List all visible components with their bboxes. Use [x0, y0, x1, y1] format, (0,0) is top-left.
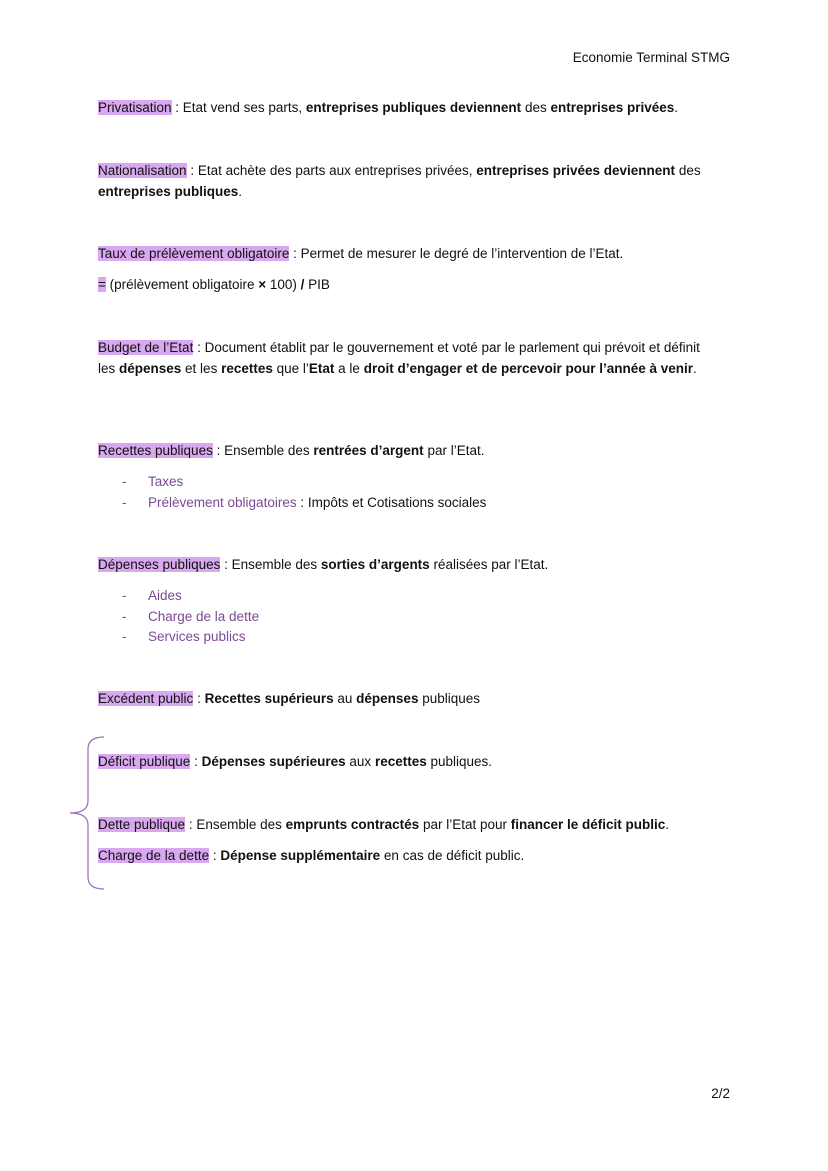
term-highlight: Excédent public [98, 691, 194, 706]
list-item: - Taxes [122, 474, 184, 489]
term-highlight: Budget de l’Etat [98, 340, 194, 355]
definition-privatisation: Privatisation : Etat vend ses parts, entreprises publiques deviennent des entreprises privées. [98, 100, 679, 115]
definition-deficit: Déficit publique : Dépenses supérieures aux recettes publiques. [98, 754, 493, 769]
term-highlight: Nationalisation [98, 163, 187, 178]
term-highlight: Charge de la dette [98, 848, 210, 863]
term-highlight: Dette publique [98, 817, 186, 832]
recettes-list [122, 472, 486, 513]
term-highlight: Privatisation [98, 100, 172, 115]
list-item: - Services publics [122, 629, 246, 644]
definition-charge: Charge de la dette : Dépense supplémentaire en cas de déficit public. [98, 848, 525, 863]
definition-budget: Budget de l’Etat : Document établit par le gouvernement et voté par le parlement qui prévoit et définit les dépenses et les recettes que l’Etat a le droit d’engager et de percevoir pour l’année à venir. [98, 340, 700, 376]
page-number: 2/2 [711, 1086, 730, 1101]
depenses-list [122, 586, 259, 648]
definition-nationalisation: Nationalisation : Etat achète des parts aux entreprises privées, entreprises privées deviennent des entreprises publiques. [98, 163, 701, 199]
definition-excedent: Excédent public : Recettes supérieurs au dépenses publiques [98, 691, 481, 706]
list-item: - Charge de la dette [122, 608, 260, 624]
term-highlight: Recettes publiques [98, 443, 213, 458]
definition-taux: Taux de prélèvement obligatoire : Permet de mesurer le degré de l’intervention de l’Etat. [98, 246, 624, 261]
definition-dette: Dette publique : Ensemble des emprunts contractés par l’Etat pour financer le déficit public. [98, 817, 670, 832]
list-item: - Aides [122, 588, 182, 603]
term-highlight: Taux de prélèvement obligatoire [98, 246, 290, 261]
definition-depenses: Dépenses publiques : Ensemble des sorties d’argents réalisées par l’Etat. [98, 557, 549, 572]
page-header: Economie Terminal STMG [572, 50, 730, 65]
list-item: - Prélèvement obligatoires : Impôts et Cotisations sociales [122, 494, 487, 510]
term-highlight: Dépenses publiques [98, 557, 221, 572]
taux-formula: = (prélèvement obligatoire × 100) / PIB [98, 277, 330, 292]
term-highlight: Déficit publique [98, 754, 191, 769]
definition-recettes: Recettes publiques : Ensemble des rentrées d’argent par l’Etat. [98, 443, 485, 458]
